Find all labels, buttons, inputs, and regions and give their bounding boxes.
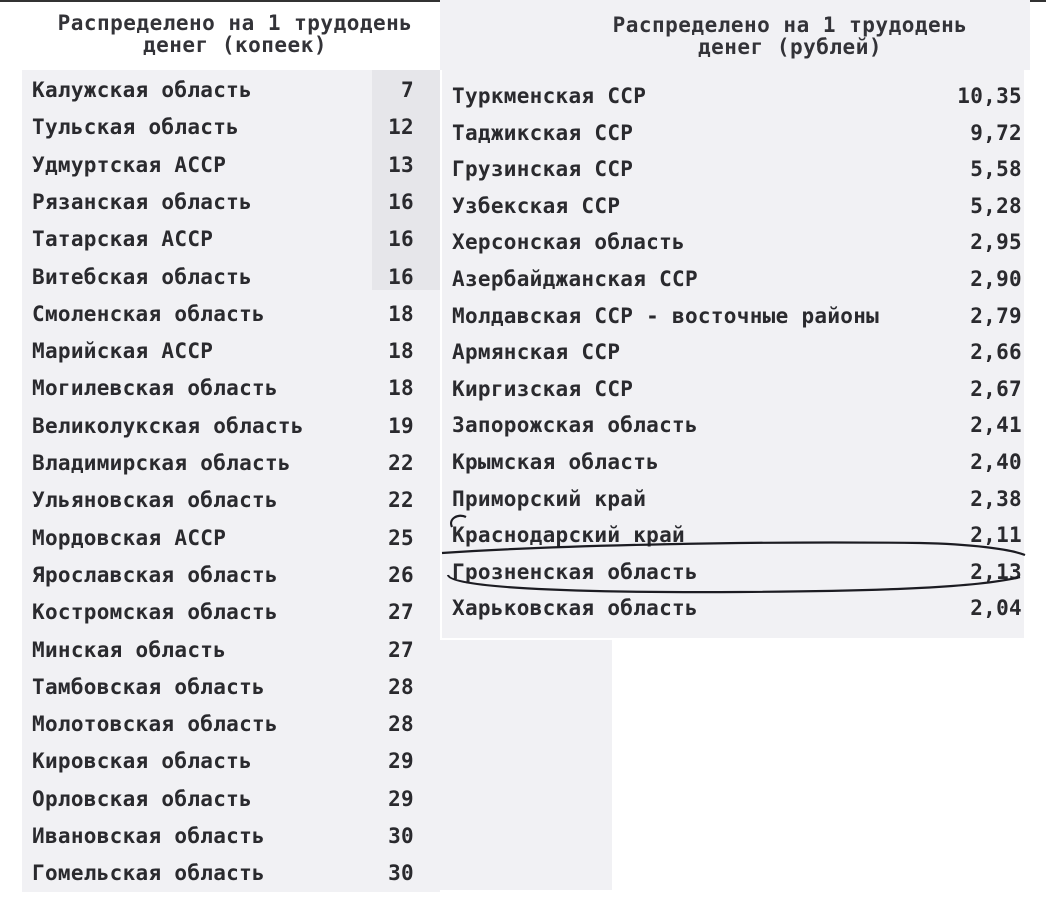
right-column-header [560,14,1020,58]
distribution-value: 25 [388,525,414,550]
region-name: Тамбовская область [32,674,265,699]
distribution-value: 26 [388,562,414,587]
table-row [452,224,1022,260]
region-name: Великолукская область [32,413,304,438]
region-name: Грозненская область [452,559,698,584]
region-name: Удмуртская АССР [32,152,227,177]
table-row [32,184,422,220]
table-row [452,334,1022,370]
table-row [32,408,422,444]
table-row [32,296,422,332]
distribution-value: 29 [388,749,414,774]
distribution-value: 2,40 [970,450,1022,474]
table-row [32,781,422,817]
table-row [32,147,422,183]
region-name: Армянская ССР [452,340,621,365]
table-row [32,333,422,369]
region-name: Херсонская область [452,230,685,255]
table-row [32,72,422,108]
table-row [452,261,1022,297]
table-row [452,151,1022,187]
region-name: Минская область [32,637,227,662]
left-column-header [30,12,440,56]
distribution-value: 22 [388,488,414,513]
region-name: Киргизская ССР [452,376,634,401]
region-name: Гомельская область [32,861,265,886]
region-name: Ульяновская область [32,488,278,513]
distribution-value: 7 [401,78,414,102]
distribution-value: 2,13 [970,559,1022,584]
table-row [32,520,422,556]
distribution-value: 22 [388,451,414,475]
table-row [32,109,422,145]
region-name: Рязанская область [32,189,253,214]
distribution-value: 28 [388,674,414,699]
region-name: Кировская область [32,749,253,774]
right-header-line1: Распределено на 1 трудодень [612,13,968,37]
region-name: Туркменская ССР [452,84,647,108]
distribution-value: 27 [388,637,414,662]
region-name: Витебская область [32,264,253,289]
table-row [452,554,1022,590]
region-name: Смоленская область [32,301,265,326]
distribution-value: 2,67 [970,376,1022,401]
region-name: Краснодарский край [452,523,685,548]
table-row [452,517,1022,553]
region-name: Харьковская область [452,596,698,621]
distribution-value: 2,41 [970,413,1022,438]
distribution-value: 18 [388,339,414,364]
distribution-value: 30 [388,824,414,848]
table-row [32,482,422,518]
region-name: Грузинская ССР [452,157,634,182]
region-name: Орловская область [32,786,253,811]
table-row [32,818,422,854]
distribution-value: 27 [388,600,414,625]
table-row [32,594,422,630]
distribution-value: 2,04 [970,596,1022,621]
table-row [32,669,422,705]
left-header-line1: Распределено на 1 трудодень [57,11,413,35]
table-row [452,115,1022,151]
region-name: Тульская область [32,115,240,140]
distribution-value: 18 [388,301,414,326]
distribution-value: 30 [388,861,414,886]
region-name: Молотовская область [32,712,278,737]
distribution-value: 13 [388,152,414,177]
region-name: Ивановская область [32,824,265,848]
region-name: Приморский край [452,486,647,511]
table-row [32,632,422,668]
distribution-value: 2,79 [970,303,1022,328]
table-row [452,590,1022,626]
table-row [452,407,1022,443]
table-row [452,78,1022,114]
distribution-value: 2,66 [970,340,1022,365]
distribution-value: 5,28 [970,193,1022,218]
region-name: Могилевская область [32,376,278,401]
table-row [452,188,1022,224]
region-name: Владимирская область [32,451,291,475]
region-name: Азербайджанская ССР [452,267,698,291]
distribution-value: 16 [388,189,414,214]
table-row [32,743,422,779]
region-name: Запорожская область [452,413,698,438]
distribution-value: 2,11 [970,523,1022,548]
distribution-value: 10,35 [957,84,1022,108]
distribution-value: 2,38 [970,486,1022,511]
table-row [32,706,422,742]
distribution-value: 2,90 [970,267,1022,291]
region-name: Костромская область [32,600,278,625]
table-row [32,259,422,295]
region-name: Узбекская ССР [452,193,621,218]
right-header-line2: денег (рублей) [697,35,882,59]
distribution-value: 28 [388,712,414,737]
region-name: Таджикская ССР [452,120,634,145]
left-header-line2: денег (копеек) [142,33,327,57]
table-row [452,444,1022,480]
distribution-value: 16 [388,227,414,252]
table-row [452,298,1022,334]
distribution-value: 12 [388,115,414,140]
region-name: Ярославская область [32,562,278,587]
table-row [32,221,422,257]
table-row [452,481,1022,517]
distribution-value: 19 [388,413,414,438]
table-row [32,370,422,406]
distribution-value: 5,58 [970,157,1022,182]
region-name: Крымская область [452,450,660,474]
table-row [32,855,422,891]
table-row [32,557,422,593]
distribution-value: 9,72 [970,120,1022,145]
region-name: Молдавская ССР - восточные районы [452,303,880,328]
distribution-value: 2,95 [970,230,1022,255]
region-name: Марийская АССР [32,339,214,364]
region-name: Татарская АССР [32,227,214,252]
table-row [32,445,422,481]
table-row [452,371,1022,407]
distribution-value: 29 [388,786,414,811]
region-name: Мордовская АССР [32,525,227,550]
distribution-value: 16 [388,264,414,289]
region-name: Калужская область [32,78,253,102]
distribution-value: 18 [388,376,414,401]
